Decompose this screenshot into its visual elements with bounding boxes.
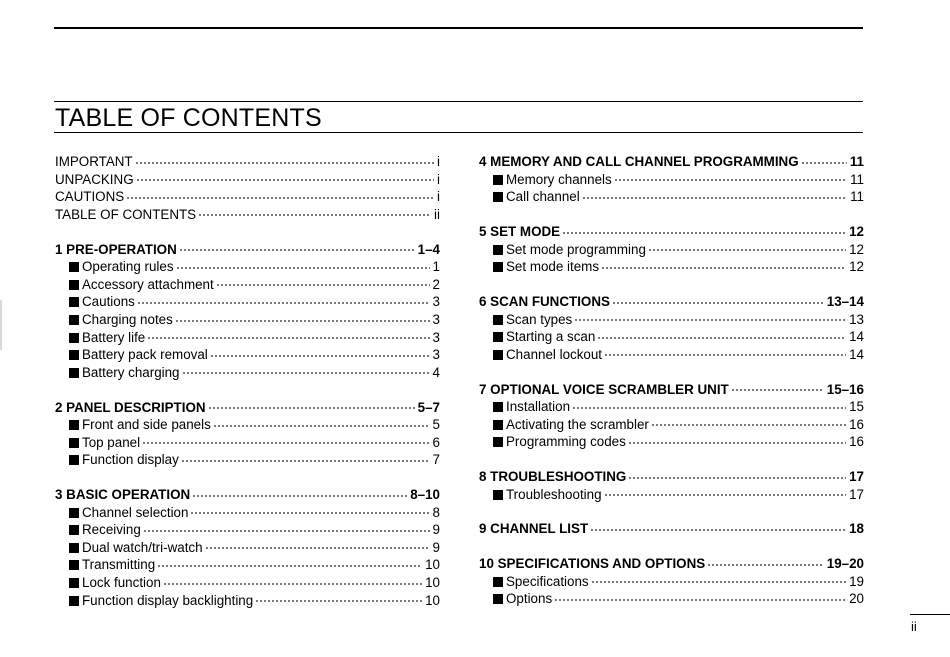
toc-entry-label: Top panel bbox=[55, 434, 142, 452]
toc-page-number: 5–7 bbox=[417, 399, 440, 415]
dot-leader bbox=[190, 512, 429, 514]
toc-page-number: 2 bbox=[432, 276, 440, 292]
toc-entry[interactable] bbox=[55, 153, 440, 171]
dot-leader bbox=[707, 564, 824, 566]
toc-subentry[interactable] bbox=[479, 311, 864, 329]
dot-leader bbox=[574, 319, 846, 321]
toc-section-entry[interactable] bbox=[55, 486, 440, 504]
toc-entry-label: CAUTIONS bbox=[55, 189, 125, 205]
toc-subentry[interactable] bbox=[479, 328, 864, 346]
page-number: ii bbox=[911, 619, 917, 634]
toc-entry-label: Charging notes bbox=[55, 311, 175, 329]
toc-page-number: 11 bbox=[850, 171, 864, 187]
toc-subentry[interactable] bbox=[479, 433, 864, 451]
dot-leader bbox=[142, 442, 429, 444]
toc-entry-label: Accessory attachment bbox=[55, 276, 216, 294]
toc-entry-label: Specifications bbox=[479, 573, 591, 591]
dot-leader bbox=[591, 581, 846, 583]
toc-page-number: 7 bbox=[432, 452, 440, 468]
toc-spacer bbox=[55, 381, 440, 398]
toc-subentry[interactable] bbox=[55, 329, 440, 347]
toc-page-number: 15 bbox=[849, 399, 864, 415]
toc-page-number: 18 bbox=[849, 521, 864, 537]
dot-leader bbox=[182, 372, 430, 374]
toc-spacer bbox=[479, 503, 864, 520]
toc-entry-label: Cautions bbox=[55, 293, 137, 311]
toc-section-entry[interactable] bbox=[479, 555, 864, 573]
toc-page-number: 12 bbox=[849, 259, 864, 275]
dot-leader bbox=[143, 530, 430, 532]
dot-leader bbox=[597, 337, 846, 339]
dot-leader bbox=[731, 389, 824, 391]
toc-spacer bbox=[55, 223, 440, 240]
toc-section-entry[interactable] bbox=[479, 520, 864, 538]
dot-leader bbox=[126, 197, 434, 199]
toc-entry-label: Installation bbox=[479, 398, 572, 416]
dot-leader bbox=[651, 424, 846, 426]
toc-spacer bbox=[479, 451, 864, 468]
dot-leader bbox=[147, 337, 429, 339]
toc-page-number: 9 bbox=[432, 539, 440, 555]
toc-entry-label: Scan types bbox=[479, 311, 574, 329]
toc-entry-label: 1 PRE-OPERATION bbox=[55, 241, 177, 257]
toc-entry-label: Transmitting bbox=[55, 556, 157, 574]
toc-entry-label: 10 SPECIFICATIONS AND OPTIONS bbox=[479, 556, 706, 572]
toc-page-number: 14 bbox=[849, 346, 864, 362]
dot-leader bbox=[175, 320, 430, 322]
toc-subentry[interactable] bbox=[55, 539, 440, 557]
toc-entry-label: Channel lockout bbox=[479, 346, 604, 364]
toc-subentry[interactable] bbox=[479, 258, 864, 276]
top-rule bbox=[54, 27, 863, 29]
dot-leader bbox=[137, 302, 430, 304]
toc-subentry[interactable] bbox=[479, 416, 864, 434]
toc-entry-label: Call channel bbox=[479, 188, 582, 206]
toc-page-number: 19 bbox=[849, 573, 864, 589]
toc-entry-label: Memory channels bbox=[479, 171, 614, 189]
toc-entry-label: Lock function bbox=[55, 574, 163, 592]
dot-leader bbox=[179, 249, 415, 251]
toc-entry-label: Battery life bbox=[55, 329, 147, 347]
toc-spacer bbox=[479, 538, 864, 555]
toc-subentry[interactable] bbox=[55, 276, 440, 294]
dot-leader bbox=[192, 495, 407, 497]
dot-leader bbox=[181, 460, 430, 462]
toc-entry-label: 9 CHANNEL LIST bbox=[479, 521, 589, 537]
toc-subentry[interactable] bbox=[55, 364, 440, 382]
toc-subentry[interactable] bbox=[55, 504, 440, 522]
toc-entry-label: Programming codes bbox=[479, 433, 628, 451]
dot-leader bbox=[628, 477, 846, 479]
toc-spacer bbox=[479, 363, 864, 380]
toc-entry-label: Channel selection bbox=[55, 504, 190, 522]
toc-subentry[interactable] bbox=[479, 573, 864, 591]
toc-subentry[interactable] bbox=[55, 521, 440, 539]
toc-page-number: 1–4 bbox=[417, 241, 440, 257]
toc-subentry[interactable] bbox=[479, 171, 864, 189]
toc-page-number: 19–20 bbox=[826, 556, 864, 572]
toc-page-number: 11 bbox=[850, 189, 864, 205]
toc-spacer bbox=[479, 276, 864, 293]
toc-entry[interactable] bbox=[55, 188, 440, 206]
toc-subentry[interactable] bbox=[55, 592, 440, 610]
toc-page-number: i bbox=[437, 154, 440, 169]
toc-page-number: 9 bbox=[432, 522, 440, 538]
dot-leader bbox=[604, 494, 847, 496]
toc-section-entry[interactable] bbox=[55, 241, 440, 259]
dot-leader bbox=[612, 302, 824, 304]
toc-entry-label: Front and side panels bbox=[55, 416, 213, 434]
toc-entry-label: IMPORTANT bbox=[55, 154, 133, 169]
toc-entry-label: Operating rules bbox=[55, 258, 176, 276]
toc-page-number: 16 bbox=[849, 416, 864, 432]
toc-page-number: 3 bbox=[432, 311, 440, 327]
toc-entry-label: Dual watch/tri-watch bbox=[55, 539, 205, 557]
dot-leader bbox=[590, 529, 846, 531]
toc-entry-label: Options bbox=[479, 590, 554, 608]
title-rule-top bbox=[54, 101, 863, 102]
toc-page-number: 3 bbox=[432, 347, 440, 363]
toc-entry-label: Battery pack removal bbox=[55, 346, 210, 364]
dot-leader bbox=[163, 583, 422, 585]
toc-page-number: 13 bbox=[849, 311, 864, 327]
toc-section-entry[interactable] bbox=[479, 381, 864, 399]
toc-left-column bbox=[55, 153, 440, 609]
toc-entry-label: Set mode programming bbox=[479, 241, 648, 259]
dot-leader bbox=[601, 267, 846, 269]
dot-leader bbox=[614, 179, 847, 181]
toc-entry-label: Function display bbox=[55, 451, 181, 469]
toc-page-number: 10 bbox=[425, 592, 440, 608]
toc-entry[interactable] bbox=[55, 206, 440, 224]
toc-page-number: 4 bbox=[432, 364, 440, 380]
toc-entry-label: UNPACKING bbox=[55, 171, 134, 187]
toc-section-entry[interactable] bbox=[479, 293, 864, 311]
toc-entry-label: 7 OPTIONAL VOICE SCRAMBLER UNIT bbox=[479, 381, 729, 397]
dot-leader bbox=[210, 355, 430, 357]
toc-subentry[interactable] bbox=[55, 434, 440, 452]
toc-subentry[interactable] bbox=[55, 311, 440, 329]
toc-page-number: 15–16 bbox=[826, 381, 864, 397]
toc-right-column bbox=[479, 153, 864, 608]
toc-subentry[interactable] bbox=[55, 258, 440, 276]
toc-page-number: 11 bbox=[849, 154, 864, 169]
toc-page-number: 17 bbox=[849, 486, 864, 502]
toc-subentry[interactable] bbox=[55, 556, 440, 574]
toc-subentry[interactable] bbox=[479, 398, 864, 416]
page-number-rule bbox=[910, 614, 950, 615]
toc-entry-label: TABLE OF CONTENTS bbox=[55, 206, 197, 222]
toc-subentry[interactable] bbox=[479, 590, 864, 608]
toc-page-number: 10 bbox=[425, 557, 440, 573]
scan-edge-mark bbox=[0, 300, 2, 350]
toc-page-number: 3 bbox=[432, 329, 440, 345]
toc-page-number: 17 bbox=[849, 469, 864, 485]
toc-page-number: 1 bbox=[432, 259, 440, 275]
toc-section-entry[interactable] bbox=[479, 223, 864, 241]
toc-entry-label: Function display backlighting bbox=[55, 592, 255, 610]
dot-leader bbox=[554, 599, 846, 601]
dot-leader bbox=[604, 354, 846, 356]
dot-leader bbox=[582, 197, 847, 199]
toc-page-number: 6 bbox=[432, 434, 440, 450]
toc-page-number: 10 bbox=[425, 575, 440, 591]
toc-subentry[interactable] bbox=[55, 293, 440, 311]
toc-section-entry[interactable] bbox=[55, 399, 440, 417]
toc-page-number: i bbox=[437, 189, 440, 205]
toc-page-number: 14 bbox=[849, 329, 864, 345]
toc-page-number: 12 bbox=[849, 241, 864, 257]
toc-subentry[interactable] bbox=[55, 416, 440, 434]
toc-page-number: 20 bbox=[849, 591, 864, 607]
dot-leader bbox=[176, 267, 430, 269]
dot-leader bbox=[208, 407, 415, 409]
toc-entry-label: Battery charging bbox=[55, 364, 182, 382]
dot-leader bbox=[135, 162, 434, 164]
dot-leader bbox=[157, 565, 422, 567]
dot-leader bbox=[628, 442, 846, 444]
dot-leader bbox=[648, 249, 846, 251]
toc-page-number: 3 bbox=[432, 294, 440, 310]
toc-page-number: 13–14 bbox=[826, 293, 864, 309]
toc-spacer bbox=[55, 469, 440, 486]
toc-entry-label: 8 TROUBLESHOOTING bbox=[479, 469, 627, 485]
toc-subentry[interactable] bbox=[479, 241, 864, 259]
toc-page-number: 12 bbox=[849, 223, 864, 239]
toc-subentry[interactable] bbox=[479, 346, 864, 364]
dot-leader bbox=[572, 407, 846, 409]
toc-page-number: ii bbox=[434, 206, 440, 222]
page-title: TABLE OF CONTENTS bbox=[55, 104, 322, 132]
toc-entry-label: 5 SET MODE bbox=[479, 223, 561, 239]
toc-entry-label: Set mode items bbox=[479, 258, 601, 276]
toc-subentry[interactable] bbox=[479, 188, 864, 206]
toc-page-number: i bbox=[437, 171, 440, 187]
toc-entry-label: 4 MEMORY AND CALL CHANNEL PROGRAMMING bbox=[479, 154, 799, 169]
toc-subentry[interactable] bbox=[479, 486, 864, 504]
toc-page-number: 8–10 bbox=[410, 487, 440, 503]
toc-spacer bbox=[479, 206, 864, 223]
toc-entry-label: Starting a scan bbox=[479, 328, 597, 346]
dot-leader bbox=[216, 284, 430, 286]
toc-section-entry[interactable] bbox=[479, 153, 864, 171]
toc-entry-label: Activating the scrambler bbox=[479, 416, 651, 434]
toc-section-entry[interactable] bbox=[479, 468, 864, 486]
toc-subentry[interactable] bbox=[55, 451, 440, 469]
toc-page-number: 16 bbox=[849, 434, 864, 450]
toc-entry[interactable] bbox=[55, 171, 440, 189]
toc-page-number: 5 bbox=[432, 417, 440, 433]
toc-entry-label: 6 SCAN FUNCTIONS bbox=[479, 293, 610, 309]
toc-entry-label: Troubleshooting bbox=[479, 486, 604, 504]
dot-leader bbox=[801, 162, 847, 164]
dot-leader bbox=[136, 179, 434, 181]
dot-leader bbox=[255, 600, 422, 602]
toc-page-number: 8 bbox=[432, 504, 440, 520]
dot-leader bbox=[205, 547, 430, 549]
toc-entry-label: 3 BASIC OPERATION bbox=[55, 487, 191, 503]
dot-leader bbox=[213, 425, 430, 427]
toc-subentry[interactable] bbox=[55, 574, 440, 592]
dot-leader bbox=[562, 232, 846, 234]
dot-leader bbox=[198, 214, 431, 216]
toc-entry-label: Receiving bbox=[55, 521, 143, 539]
toc-subentry[interactable] bbox=[55, 346, 440, 364]
title-rule-bottom bbox=[54, 132, 863, 133]
toc-entry-label: 2 PANEL DESCRIPTION bbox=[55, 399, 206, 415]
